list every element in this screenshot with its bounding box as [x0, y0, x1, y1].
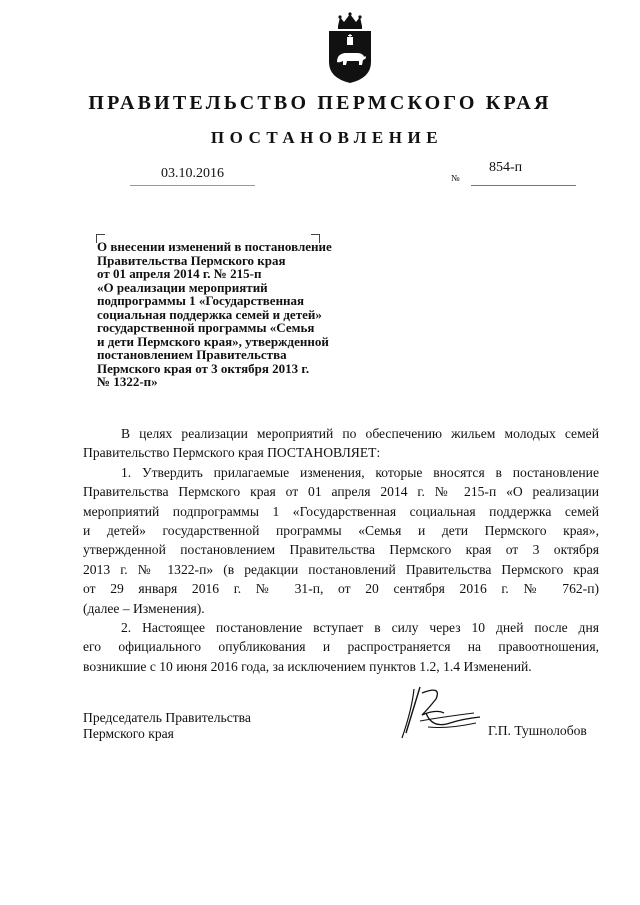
body-line: возникшие с 10 июня 2016 года, за исключением пунктов 1.2, 1.4 Изменений.: [83, 658, 532, 674]
subject-line: и дети Пермского края», утвержденной: [97, 333, 329, 349]
document-number-field: [451, 160, 576, 190]
subject-line: «О реализации мероприятий: [97, 279, 268, 295]
subject-line: государственной программы «Семья: [97, 320, 315, 335]
position-line: Председатель Правительства: [83, 710, 251, 725]
paragraph-2: [83, 618, 599, 676]
position-line: Пермского края: [83, 726, 174, 741]
date-underline: [130, 185, 255, 186]
document-number: 854-п: [489, 160, 523, 175]
document-subject: [97, 240, 387, 389]
body-line: от 29 января 2016 г. № 31-п, от 20 сентября 2016 г. № 762-п): [83, 581, 599, 597]
body-line: 1. Утвердить прилагаемые изменения, которые вносятся в постановление: [121, 464, 599, 480]
body-line: его официального опубликования и распространяется на правоотношения,: [83, 639, 599, 655]
handwritten-signature-icon: [392, 683, 482, 743]
body-line: мероприятий подпрограммы 1 «Государственная социальная поддержка семей: [83, 503, 599, 519]
subject-line: № 1322-п»: [97, 374, 158, 389]
signatory-position: [83, 710, 251, 742]
paragraph-1: [83, 463, 599, 618]
body-line: 2013 г. № 1322-п» (в редакции постановлений Правительства Пермского края: [83, 561, 599, 577]
subject-line: Пермского края от 3 октября 2013 г.: [97, 360, 310, 376]
number-underline: [471, 185, 576, 186]
body-line: (далее – Изменения).: [83, 600, 205, 616]
government-title: ПРАВИТЕЛЬСТВО ПЕРМСКОГО КРАЯ: [88, 92, 552, 114]
number-sign: №: [451, 173, 460, 183]
subject-line: постановлением Правительства: [97, 347, 287, 362]
document-date: 03.10.2016: [161, 166, 224, 181]
subject-line: Правительства Пермского края: [97, 252, 286, 268]
body-line: Правительства Пермского края от 01 апреля 2014 г. № 215-п «О реализации: [83, 484, 599, 500]
document-type: ПОСТАНОВЛЕНИЕ: [210, 128, 444, 147]
body-line: 2. Настоящее постановление вступает в силу через 10 дней после дня: [121, 620, 599, 636]
body-line: утвержденной постановлением Правительства Пермского края от 3 октября: [83, 542, 599, 558]
body-line: и детей» государственной программы «Семья и дети Пермского края»,: [83, 523, 599, 539]
document-body: [83, 424, 599, 676]
paragraph-intro: [83, 424, 599, 463]
subject-line: от 01 апреля 2014 г. № 215-п: [97, 266, 262, 281]
body-line: В целях реализации мероприятий по обеспечению жильем молодых семей: [121, 426, 599, 441]
subject-line: социальная поддержка семей и детей»: [97, 306, 322, 322]
body-line: Правительство Пермского края ПОСТАНОВЛЯЕТ:: [83, 445, 381, 461]
document-date-field: [130, 165, 255, 186]
signatory-name: Г.П. Тушнолобов: [488, 723, 587, 738]
subject-line: О внесении изменений в постановление: [97, 239, 332, 254]
coat-of-arms-icon: [325, 12, 375, 84]
subject-line: подпрограммы 1 «Государственная: [97, 293, 305, 308]
